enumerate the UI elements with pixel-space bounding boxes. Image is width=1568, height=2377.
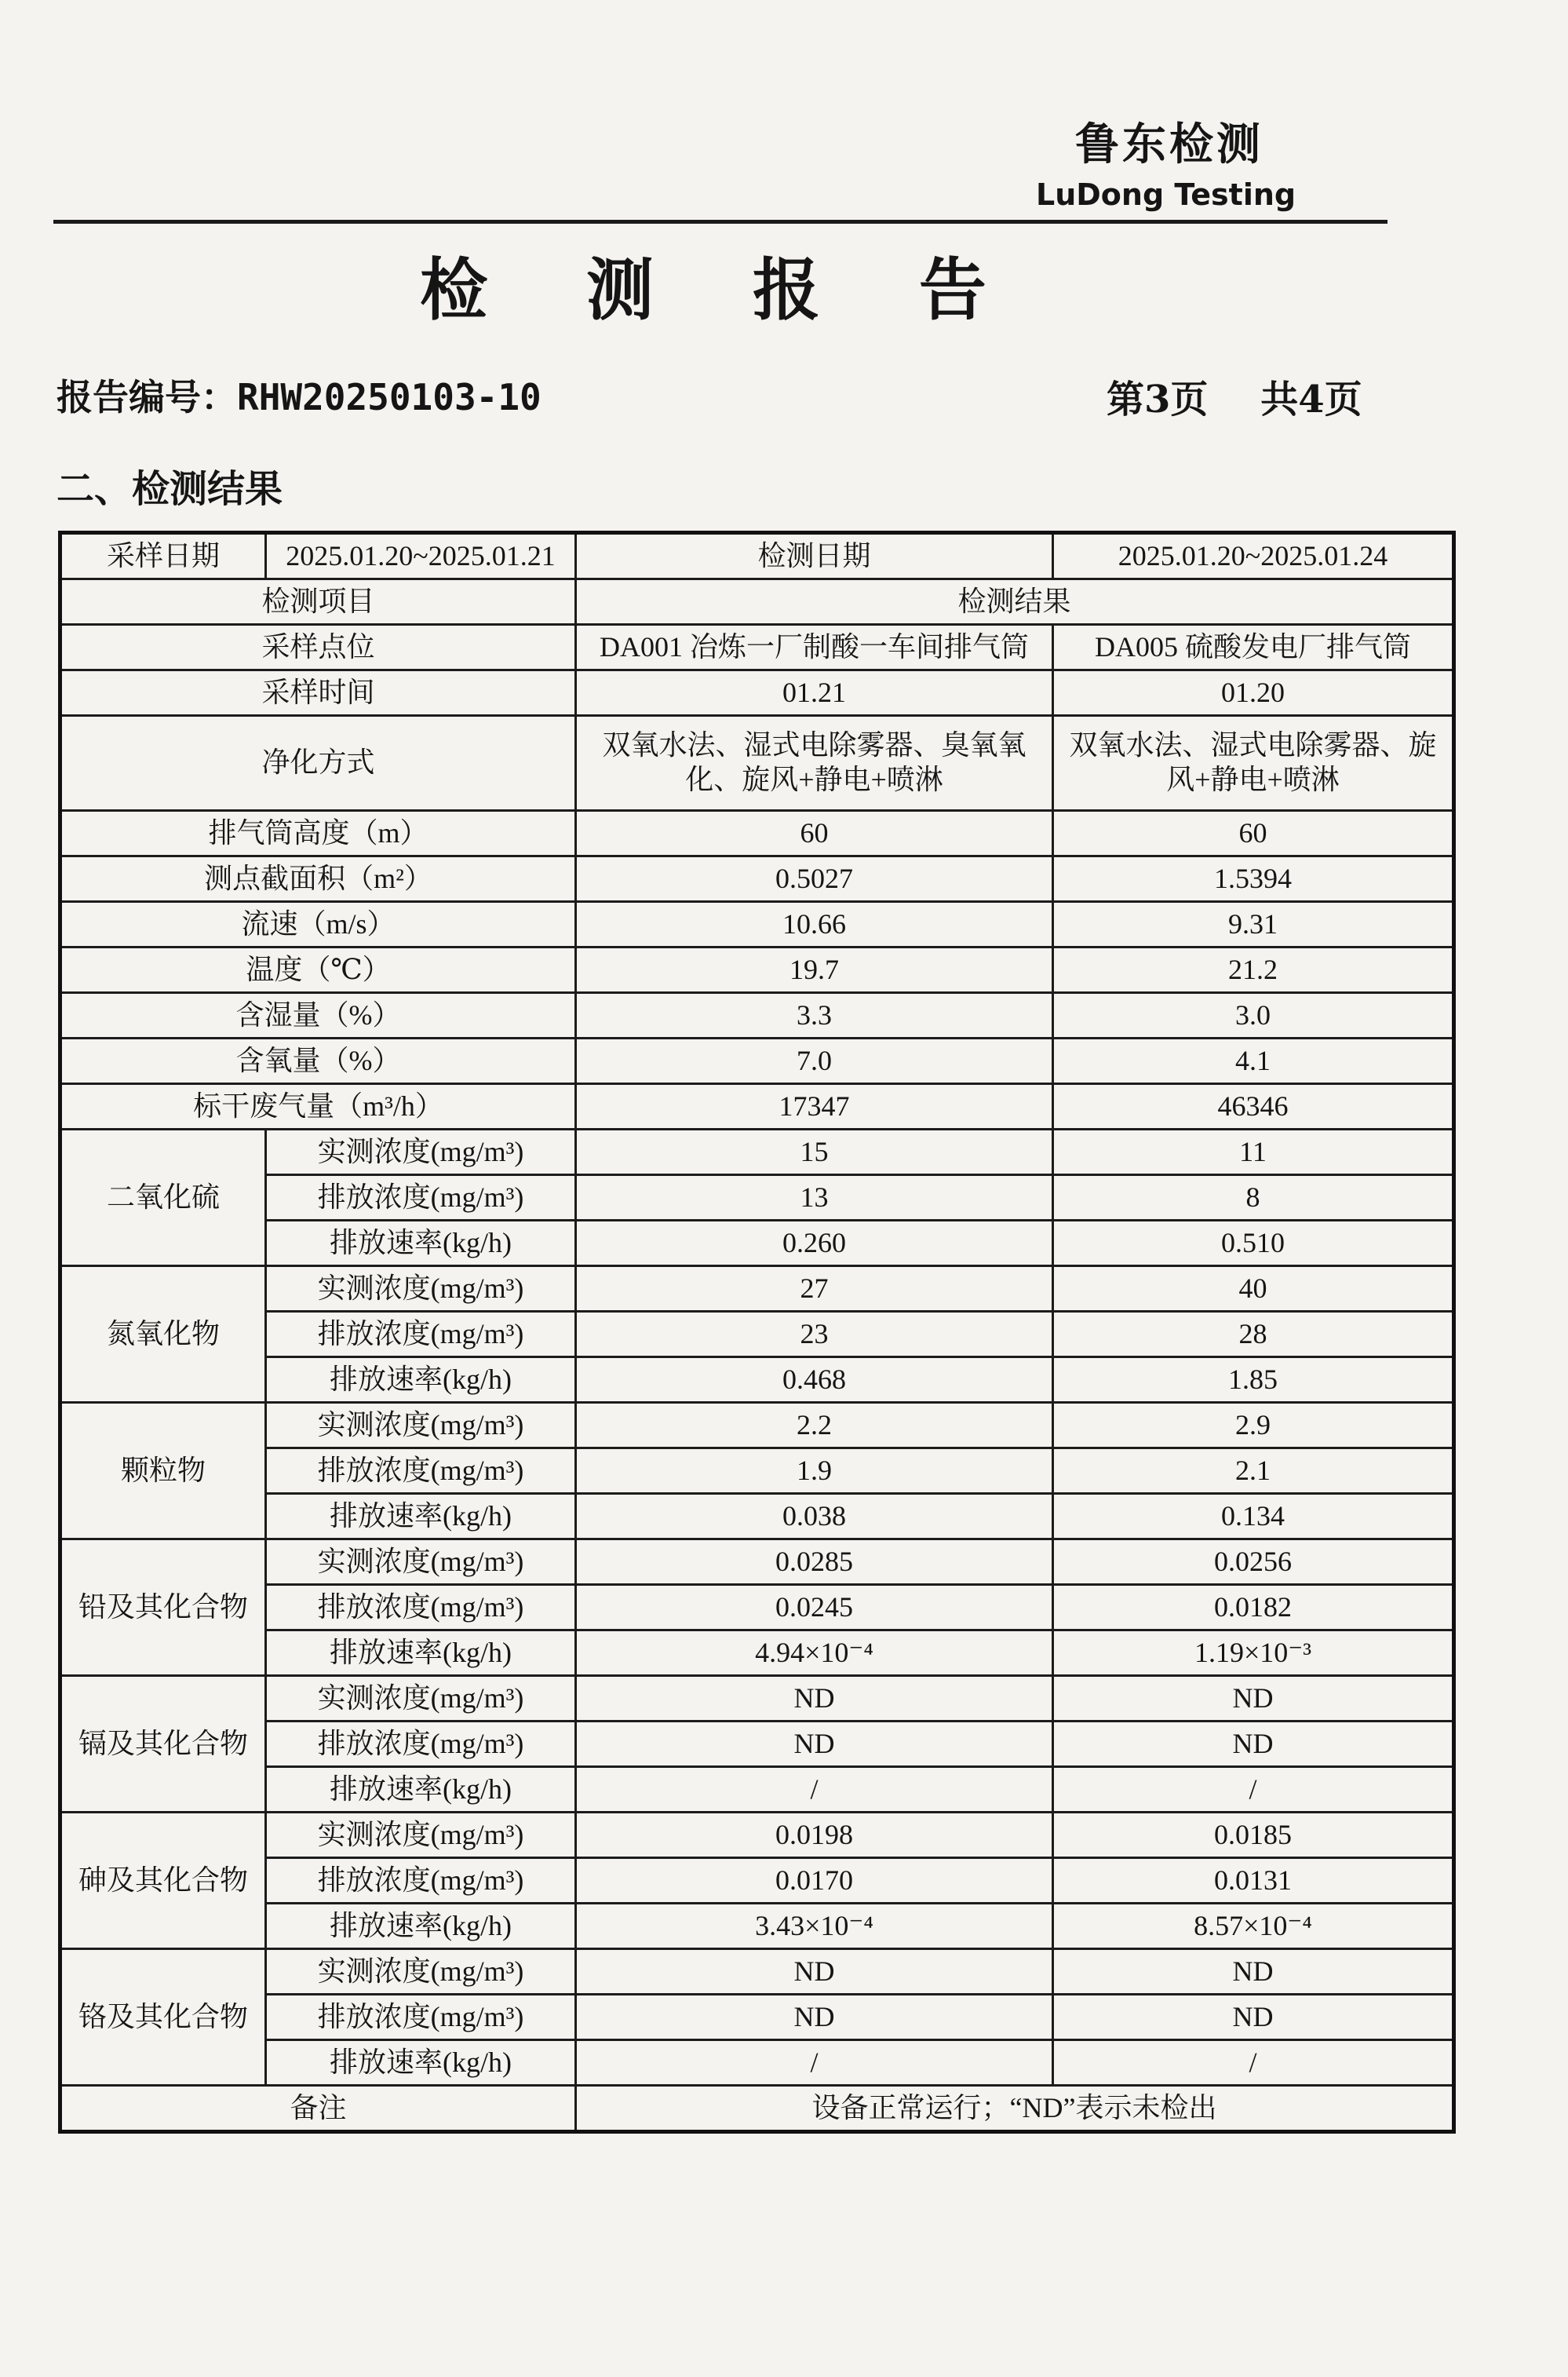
metric-label: 实测浓度(mg/m³): [266, 1130, 576, 1175]
param-value-1: 10.66: [576, 902, 1053, 948]
remark-value: 设备正常运行；“ND”表示未检出: [576, 2086, 1454, 2132]
table-row: [60, 1130, 1454, 1175]
time-2: 01.20: [1053, 670, 1454, 716]
table-row: [60, 1630, 1454, 1676]
metric-label: 排放浓度(mg/m³): [266, 1175, 576, 1221]
metric-label: 排放浓度(mg/m³): [266, 1448, 576, 1494]
metric-value-2: ND: [1053, 1949, 1454, 1995]
metric-label: 实测浓度(mg/m³): [266, 1266, 576, 1312]
metric-value-1: 15: [576, 1130, 1053, 1175]
metric-label: 实测浓度(mg/m³): [266, 1676, 576, 1722]
table-row: [60, 1813, 1454, 1858]
page-info: 第3页 共4页: [1107, 378, 1362, 422]
metric-value-1: 4.94×10⁻⁴: [576, 1630, 1053, 1676]
table-row: [60, 1494, 1454, 1539]
table-row: [60, 716, 1454, 811]
metric-label: 排放速率(kg/h): [266, 1357, 576, 1403]
metric-label: 排放浓度(mg/m³): [266, 1585, 576, 1630]
time-label: 采样时间: [60, 670, 576, 716]
pollutant-name: 颗粒物: [60, 1403, 266, 1539]
pollutant-name: 氮氧化物: [60, 1266, 266, 1403]
metric-value-1: 0.0198: [576, 1813, 1053, 1858]
remark-label: 备注: [60, 2086, 576, 2132]
metric-value-1: ND: [576, 1949, 1053, 1995]
metric-value-1: ND: [576, 1722, 1053, 1767]
param-label: 含湿量（%）: [60, 993, 576, 1039]
table-row: [60, 579, 1454, 625]
metric-label: 排放浓度(mg/m³): [266, 1995, 576, 2040]
table-row: [60, 1904, 1454, 1949]
metric-value-1: 0.0245: [576, 1585, 1053, 1630]
metric-value-2: 0.134: [1053, 1494, 1454, 1539]
table-row: [60, 533, 1454, 579]
param-value-2: 21.2: [1053, 948, 1454, 993]
table-row: [60, 1039, 1454, 1084]
purify-label: 净化方式: [60, 716, 576, 811]
brand-name-en: LuDong Testing: [1036, 177, 1296, 212]
table-row: [60, 2086, 1454, 2132]
metric-value-2: 28: [1053, 1312, 1454, 1357]
table-row: [60, 1585, 1454, 1630]
table-row: [60, 1357, 1454, 1403]
metric-value-1: 23: [576, 1312, 1053, 1357]
table-row: [60, 625, 1454, 670]
metric-value-1: 13: [576, 1175, 1053, 1221]
metric-value-1: /: [576, 2040, 1053, 2086]
metric-value-1: 3.43×10⁻⁴: [576, 1904, 1053, 1949]
metric-label: 排放浓度(mg/m³): [266, 1858, 576, 1904]
table-row: [60, 1448, 1454, 1494]
pollutant-name: 砷及其化合物: [60, 1813, 266, 1949]
table-row: [60, 1312, 1454, 1357]
table-row: [60, 1767, 1454, 1813]
metric-label: 排放速率(kg/h): [266, 1904, 576, 1949]
report-title: 检 测 报 告: [420, 250, 1024, 330]
point-label: 采样点位: [60, 625, 576, 670]
param-value-1: 3.3: [576, 993, 1053, 1039]
metric-label: 实测浓度(mg/m³): [266, 1949, 576, 1995]
item-header: 检测项目: [60, 579, 576, 625]
table-row: [60, 1175, 1454, 1221]
result-header: 检测结果: [576, 579, 1454, 625]
metric-value-1: 27: [576, 1266, 1053, 1312]
param-label: 含氧量（%）: [60, 1039, 576, 1084]
metric-value-2: 11: [1053, 1130, 1454, 1175]
metric-value-1: 0.038: [576, 1494, 1053, 1539]
param-value-2: 9.31: [1053, 902, 1454, 948]
metric-value-2: 0.510: [1053, 1221, 1454, 1266]
param-value-1: 60: [576, 811, 1053, 856]
table-row: [60, 1266, 1454, 1312]
param-value-2: 1.5394: [1053, 856, 1454, 902]
table-row: [60, 1221, 1454, 1266]
point-1: DA001 冶炼一厂制酸一车间排气筒: [576, 625, 1053, 670]
metric-value-1: 0.0285: [576, 1539, 1053, 1585]
pollutant-name: 镉及其化合物: [60, 1676, 266, 1813]
table-row: [60, 811, 1454, 856]
report-number: 报告编号：RHW20250103-10: [57, 376, 542, 418]
table-row: [60, 2040, 1454, 2086]
table-row: [60, 1539, 1454, 1585]
metric-value-2: 0.0182: [1053, 1585, 1454, 1630]
metric-label: 排放浓度(mg/m³): [266, 1722, 576, 1767]
param-label: 排气筒高度（m）: [60, 811, 576, 856]
metric-label: 实测浓度(mg/m³): [266, 1813, 576, 1858]
metric-value-2: 8: [1053, 1175, 1454, 1221]
metric-value-1: 1.9: [576, 1448, 1053, 1494]
param-value-1: 19.7: [576, 948, 1053, 993]
metric-value-2: 2.1: [1053, 1448, 1454, 1494]
purify-2: 双氧水法、湿式电除雾器、旋风+静电+喷淋: [1053, 716, 1454, 811]
metric-value-2: 0.0185: [1053, 1813, 1454, 1858]
metric-value-2: 2.9: [1053, 1403, 1454, 1448]
metric-value-2: /: [1053, 1767, 1454, 1813]
param-label: 测点截面积（m²）: [60, 856, 576, 902]
section-heading: 二、检测结果: [57, 467, 283, 511]
param-label: 温度（℃）: [60, 948, 576, 993]
time-1: 01.21: [576, 670, 1053, 716]
param-value-1: 7.0: [576, 1039, 1053, 1084]
param-value-2: 4.1: [1053, 1039, 1454, 1084]
table-row: [60, 670, 1454, 716]
table-row: [60, 1949, 1454, 1995]
metric-value-2: ND: [1053, 1995, 1454, 2040]
metric-label: 实测浓度(mg/m³): [266, 1539, 576, 1585]
metric-value-2: ND: [1053, 1676, 1454, 1722]
param-value-1: 0.5027: [576, 856, 1053, 902]
metric-value-2: 8.57×10⁻⁴: [1053, 1904, 1454, 1949]
metric-value-1: 0.0170: [576, 1858, 1053, 1904]
metric-value-1: ND: [576, 1995, 1053, 2040]
purify-1: 双氧水法、湿式电除雾器、臭氧氧化、旋风+静电+喷淋: [576, 716, 1053, 811]
metric-value-1: /: [576, 1767, 1053, 1813]
table-row: [60, 1403, 1454, 1448]
test-date-label: 检测日期: [576, 533, 1053, 579]
metric-label: 排放速率(kg/h): [266, 1494, 576, 1539]
metric-value-1: 2.2: [576, 1403, 1053, 1448]
brand-name-cn: 鲁东检测: [1075, 119, 1264, 170]
table-row: [60, 1858, 1454, 1904]
metric-value-1: ND: [576, 1676, 1053, 1722]
metric-label: 排放速率(kg/h): [266, 2040, 576, 2086]
metric-value-2: 1.19×10⁻³: [1053, 1630, 1454, 1676]
metric-label: 排放浓度(mg/m³): [266, 1312, 576, 1357]
table-row: [60, 1722, 1454, 1767]
metric-value-2: 1.85: [1053, 1357, 1454, 1403]
metric-value-2: /: [1053, 2040, 1454, 2086]
header-rule: [53, 220, 1387, 224]
metric-value-1: 0.468: [576, 1357, 1053, 1403]
metric-value-2: 40: [1053, 1266, 1454, 1312]
pollutant-name: 铅及其化合物: [60, 1539, 266, 1676]
metric-label: 排放速率(kg/h): [266, 1630, 576, 1676]
param-value-2: 60: [1053, 811, 1454, 856]
metric-label: 排放速率(kg/h): [266, 1767, 576, 1813]
param-label: 流速（m/s）: [60, 902, 576, 948]
table-row: [60, 1676, 1454, 1722]
pollutant-name: 铬及其化合物: [60, 1949, 266, 2086]
table-row: [60, 948, 1454, 993]
metric-value-2: 0.0256: [1053, 1539, 1454, 1585]
sampling-date-label: 采样日期: [60, 533, 266, 579]
table-row: [60, 1995, 1454, 2040]
metric-label: 排放速率(kg/h): [266, 1221, 576, 1266]
param-value-2: 3.0: [1053, 993, 1454, 1039]
metric-value-1: 0.260: [576, 1221, 1053, 1266]
param-value-2: 46346: [1053, 1084, 1454, 1130]
point-2: DA005 硫酸发电厂排气筒: [1053, 625, 1454, 670]
metric-label: 实测浓度(mg/m³): [266, 1403, 576, 1448]
param-value-1: 17347: [576, 1084, 1053, 1130]
pollutant-name: 二氧化硫: [60, 1130, 266, 1266]
table-row: [60, 1084, 1454, 1130]
param-label: 标干废气量（m³/h）: [60, 1084, 576, 1130]
results-table: [58, 531, 1456, 2134]
table-row: [60, 993, 1454, 1039]
sampling-date-value: 2025.01.20~2025.01.21: [266, 533, 576, 579]
table-row: [60, 856, 1454, 902]
table-row: [60, 902, 1454, 948]
metric-value-2: ND: [1053, 1722, 1454, 1767]
metric-value-2: 0.0131: [1053, 1858, 1454, 1904]
test-date-value: 2025.01.20~2025.01.24: [1053, 533, 1454, 579]
